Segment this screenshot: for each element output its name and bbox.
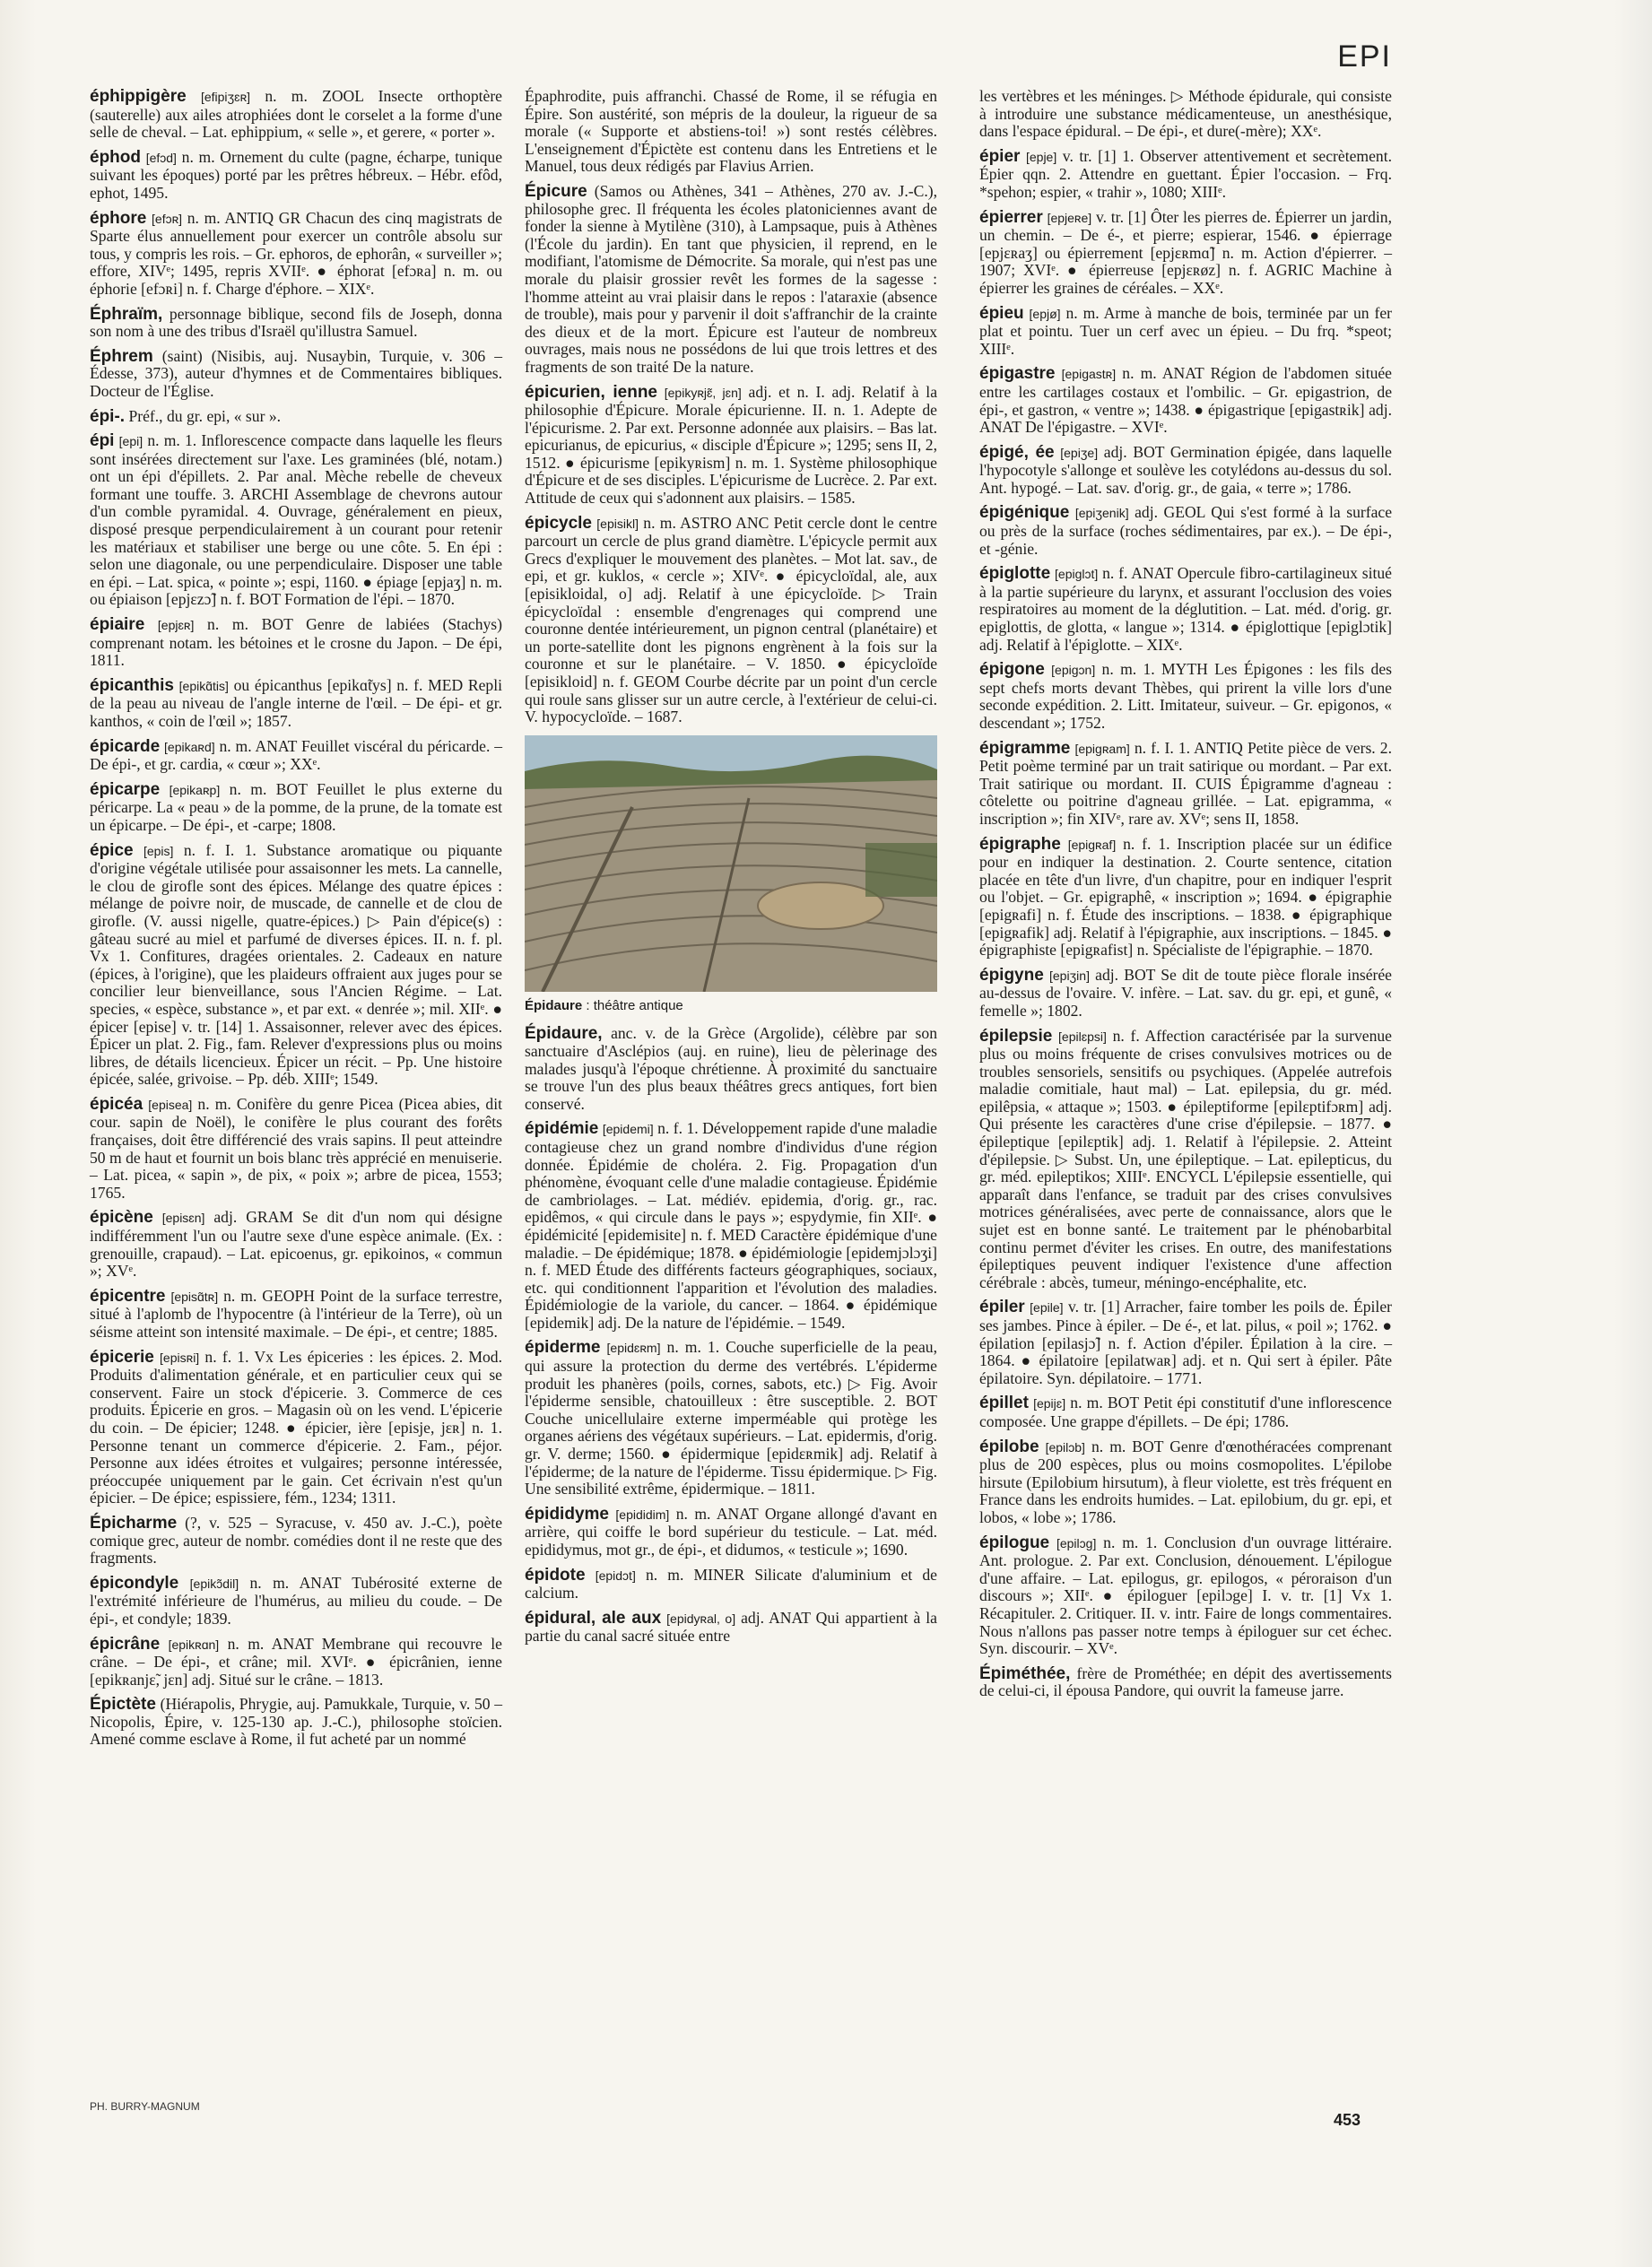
entry-definition: n. m. ANAT Feuillet viscéral du péricarde. – De épi-, et gr. cardia, « cœur »; XXᵉ. xyxy=(90,736,503,774)
entry-definition: n. m. Conifère du genre Picea (Picea abies, dit cour. sapin de Noël), le conifère le plus courant des forêts françaises, doit être différencié des vrais sapins. Il peut atteindre 50 m de haut et fournit un bois blanc très apprécié en menuiserie. – Lat. picea, « sapin », de pix, « poix »; arbre de picea, 1553; 1765. xyxy=(90,1094,502,1202)
entry-pronunciation: [epigʀam] xyxy=(1074,741,1130,756)
entry-definition: (?, v. 525 – Syracuse, v. 450 av. J.-C.), poète comique grec, auteur de nombr. comédies dont il ne reste que des fragments. xyxy=(90,1513,503,1568)
entry-headword: épicéa xyxy=(90,1094,143,1114)
dictionary-entry xyxy=(90,149,502,203)
entry-pronunciation: [epikʀɑn] xyxy=(168,1637,220,1652)
entry-headword: épier xyxy=(979,146,1021,166)
entry-pronunciation: [epilɛpsi] xyxy=(1058,1029,1107,1044)
entry-definition: n. m. ANAT Région de l'abdomen située entre les cartilages costaux et l'ombilic. – Gr. epigastrion, de épi-, et gastron, « ventre »; 1438. ● épigastrique [epigastʀik] adj. ANAT De l'épigastre. – XVIᵉ. xyxy=(979,364,1392,437)
entry-pronunciation: [epilɔb] xyxy=(1045,1439,1085,1455)
entry-definition: adj. GRAM Se dit d'un nom qui désigne indifféremment l'un ou l'autre sexe d'une espèce animale. (Ex. : grenouille, crapaud). – Lat. epicoenus, gr. epikoinos, « commun »; XVᵉ. xyxy=(90,1208,503,1281)
dictionary-entry xyxy=(979,565,1392,654)
entry-headword: épiderme xyxy=(525,1338,601,1358)
entry-headword: Épidaure, xyxy=(525,1024,603,1044)
entry-headword: éphore xyxy=(90,208,147,228)
entry-definition: n. m. ANAT Tubérosité externe de l'extrémité inférieure de l'humérus, au milieu du coude. – De épi-, et condyle; 1839. xyxy=(90,1573,502,1628)
dictionary-entry xyxy=(979,1665,1392,1700)
section-header: EPI xyxy=(1337,39,1392,74)
entry-definition: (Samos ou Athènes, 341 – Athènes, 270 av. J.-C.), philosophe grec. Il fréquenta les écoles platoniciennes avant de fonder la sienne à Mytilène (310), à Lampsaque, puis à Athènes (l'École du jardin). En tant que physicien, il reprend, en le modifiant, l'atomisme de Démocrite. Sa morale, qui n'est pas une morale du plaisir grossier revêt les formes de la sagesse : l'homme atteint au vrai plaisir dans le repos : l'ataraxie (absence de trouble), mais pour y parvenir il doit s'affranchir de la crainte des dieux et de la mort. Épicure est l'auteur de nombreux ouvrages, mais nous ne possédons de lui que trois lettres et des fragments de son traité De la nature. xyxy=(525,181,937,376)
dictionary-entry xyxy=(979,148,1392,202)
entry-headword: épicurien, ienne xyxy=(525,382,657,402)
entry-definition: n. m. BOT Petit épi constitutif d'une inflorescence composée. Une grappe d'épillets. – De épi; 1786. xyxy=(979,1394,1392,1430)
dictionary-entry xyxy=(90,432,502,609)
entry-headword: épieu xyxy=(979,303,1024,323)
dictionary-entry xyxy=(90,210,502,299)
entry-definition: n. m. Ornement du culte (pagne, écharpe, tunique suivant les époques) porté par les prêtres hébreux. – Hébr. efôd, ephot, 1495. xyxy=(90,147,503,202)
entry-definition: n. m. 1. MYTH Les Épigones : les fils des sept chefs morts devant Thèbes, qui prirent la ville lors d'une seconde expédition. 2. Litt. Imitateur, suiveur. – Gr. epigonos, « descendant »; 1752. xyxy=(979,660,1392,732)
dictionary-entry xyxy=(979,209,1392,298)
dictionary-entry xyxy=(525,1025,937,1113)
entry-definition: n. m. Arme à manche de bois, terminée par un fer plat et pointu. Tuer un cerf avec un épieu. – Du frq. *speot; XIIIᵉ. xyxy=(979,303,1392,358)
entry-definition: n. m. BOT Feuillet le plus externe du péricarpe. La « peau » de la pomme, de la prune, de la tomate est un épicarpe. – De épi-, et -carpe; 1808. xyxy=(90,779,502,834)
entry-definition: n. m. ANAT Organe allongé d'avant en arrière, qui coiffe le bord supérieur du testicule. – Lat. méd. epididymus, mot gr., de épi-, et didumos, « testicule »; 1690. xyxy=(525,1504,937,1559)
entry-definition: adj. et n. I. adj. Relatif à la philosophie d'Épicure. Morale épicurienne. II. n. 1. Adepte de l'épicurisme. 2. Par ext. Personne adonnée aux plaisirs. – Bas lat. epicurianus, de epicurius, « disciple d'Épicure »; 1295; sens II, 2, 1512. ● épicurisme [epikyʀism] n. m. 1. Système philosophique d'Épicure et de ses disciples. L'épicurisme de Lucrèce. 2. Par ext. Attitude de ceux qui s'adonnent aux plaisirs. – 1585. xyxy=(525,382,938,508)
dictionary-entry xyxy=(90,1288,502,1342)
entry-pronunciation: [epjø] xyxy=(1029,306,1061,321)
entry-headword: épicène xyxy=(90,1208,153,1228)
entry-pronunciation: [epikɔ̃dil] xyxy=(189,1576,239,1591)
entry-definition: n. m. 1. Couche superficielle de la peau, qui assure la protection du derme des vertébrés. L'épiderme produit les phanères (poils, cornes, sabots, etc.) ▷ Fig. Avoir l'épiderme sensible, chatouilleux : être susceptible. 2. BOT Couche unicellulaire externe imperméable qui protège les organes aériens des végétaux supérieurs. – Lat. epidermis, d'orig. gr. V. derme; 1560. ● épidermique [epidɛʀmik] adj. Relatif à l'épiderme; de la nature de l'épiderme. Tissu épidermique. ▷ Fig. Une sensibilité extrême, épidermique. – 1811. xyxy=(525,1338,937,1498)
entry-pronunciation: [efɔd] xyxy=(145,150,177,165)
entry-headword: épididyme xyxy=(525,1504,609,1524)
entry-pronunciation: [episɑ̃tʀ] xyxy=(170,1289,219,1304)
entry-headword: Épicharme xyxy=(90,1513,178,1533)
entry-definition: n. m. MINER Silicate d'aluminium et de calcium. xyxy=(525,1565,937,1603)
entry-pronunciation: [epidemi] xyxy=(602,1122,654,1137)
dictionary-entry xyxy=(90,1349,502,1507)
entry-definition: v. tr. [1] Arracher, faire tomber les poils de. Épiler ses jambes. Pince à épiler. – De é-, et lat. pilus, « poil »; 1762. ● épilation [epilasjɔ̃] n. f. Action d'épiler. Épilation à la cire. – 1864. ● épilatoire [epilatwaʀ] adj. et n. Qui sert à épiler. Pâte épilatoire. Syn. dépilatoire. – 1771. xyxy=(979,1298,1392,1387)
entry-headword: épierrer xyxy=(979,207,1043,227)
entry-headword: Épicure xyxy=(525,181,587,201)
dictionary-entry xyxy=(90,1575,502,1629)
dictionary-entry xyxy=(979,365,1392,436)
entry-pronunciation: [epikɑ̃tis] xyxy=(178,678,229,693)
entry-definition: Épaphrodite, puis affranchi. Chassé de Rome, il se réfugia en Épire. Son austérité, son mépris de la douleur, la rigueur de sa morale (« Supporte et abstiens-toi! ») sont restés célèbres. L'enseignement d'Épictète est contenu dans les Entretiens et le Manuel, tous deux rédigés par Flavius Arrien. xyxy=(525,87,937,176)
dictionary-entry xyxy=(90,738,502,774)
dictionary-entry xyxy=(979,88,1392,141)
dictionary-entry xyxy=(979,504,1392,558)
entry-headword: épigyne xyxy=(979,965,1044,985)
dictionary-entry xyxy=(90,677,502,731)
entry-definition: n. m. BOT Genre d'œnothéracées comprenant plus de 200 espèces, plus ou moins cosmopolites. L'épilobe hirsute (Epilobium hirsutum), à fleur violette, est très fréquent en France dans les endroits humides. – Lat. epilobium, du gr. epi, et lobos, « lobe »; 1786. xyxy=(979,1437,1393,1526)
entry-headword: épice xyxy=(90,840,134,860)
entry-pronunciation: [epilɔg] xyxy=(1056,1535,1097,1550)
entry-definition: n. m. GEOPH Point de la surface terrestre, situé à l'aplomb de l'hypocentre (à l'intérieur de la Terre), où un séisme atteint son intensité maximale. – De épi-, et centre; 1885. xyxy=(90,1286,502,1341)
dictionary-entry xyxy=(90,348,502,401)
dictionary-entry xyxy=(979,1299,1392,1387)
entry-headword: épicarpe xyxy=(90,779,161,799)
entry-definition: n. f. 1. Inscription placée sur un édifice pour en indiquer la destination. 2. Courte sentence, citation placée en tête d'un livre, d'un chapitre, pour en indiquer l'esprit ou l'objet. – Gr. epigraphê, « inscription »; 1694. ● épigraphie [epigʀafi] n. f. Étude des inscriptions. – 1838. ● épigraphique [epigʀafik] adj. Relatif à l'épigraphie, aux inscriptions. – 1845. ● épigraphiste [epigʀafist] n. Spécialiste de l'épigraphie. – 1870. xyxy=(979,834,1393,960)
entry-headword: épigone xyxy=(979,660,1045,680)
dictionary-entry xyxy=(525,1506,937,1559)
dictionary-entry xyxy=(979,1438,1392,1527)
column-3 xyxy=(979,88,1392,1707)
entry-headword: épigramme xyxy=(979,738,1071,758)
entry-headword: épigastre xyxy=(979,364,1056,384)
dictionary-entry xyxy=(979,740,1392,829)
entry-definition: n. m. ZOOL Insecte orthoptère (sauterelle) aux ailes atrophiées dont le corselet a la forme d'une selle de cheval. – Lat. ephippium, « selle », et gerere, « porter ». xyxy=(90,87,502,142)
dictionary-entry xyxy=(979,1028,1392,1292)
column-2-top xyxy=(525,88,937,726)
dictionary-entry xyxy=(979,305,1392,359)
photo-epidaure-theatre xyxy=(525,735,937,992)
entry-pronunciation: [epjeʀe] xyxy=(1047,210,1092,225)
dictionary-entry xyxy=(90,616,502,670)
entry-headword: épigraphe xyxy=(979,834,1061,854)
dictionary-entry xyxy=(90,1636,502,1689)
entry-definition: personnage biblique, second fils de Joseph, donna son nom à une des tribus d'Israël qu'illustra Samuel. xyxy=(90,304,502,341)
entry-definition: n. f. ANAT Opercule fibro-cartilagineux situé à la partie supérieure du larynx, et assurant l'occlusion des voies respiratoires au moment de la déglutition. – Lat. méd. d'orig. gr. epiglottis, de glotta, « langue »; 1314. ● épiglottique [epiglɔtik] adj. Relatif à l'épiglotte. – XIXᵉ. xyxy=(979,564,1392,654)
entry-definition: n. f. 1. Vx Les épiceries : les épices. 2. Mod. Produits d'alimentation générale, et en particulier ceux qui se conservent. Faire un stock d'épicerie. 3. Commerce de ces produits. Épicerie en gros. – Magasin où on les vend. L'épicerie du coin. – De épicier; 1248. ● épicier, ière [episje, jɛʀ] n. 1. Personne tenant un commerce d'épicerie. 2. Fam., péjor. Personne aux idées étroites et vulgaires; personne intéressée, préoccupée uniquement par le gain. Cet écrivain n'est qu'un épicier. – De épice; espissiere, fém., 1234; 1311. xyxy=(90,1347,502,1507)
entry-headword: épiaire xyxy=(90,615,145,635)
entry-headword: épicerie xyxy=(90,1347,154,1367)
entry-pronunciation: [epikaʀp] xyxy=(169,782,221,797)
dictionary-entry xyxy=(979,967,1392,1021)
entry-definition: n. m. 1. Inflorescence compacte dans laquelle les fleurs sont insérées directement sur l'axe. Les graminées (blé, notam.) ont un épi d'épillets. 2. Par anal. Mèche rebelle de cheveux formant une touffe. 3. ARCHI Assemblage de chevrons autour d'un comble pyramidal. 4. Ouvrage, généralement en pieux, disposé presque perpendiculairement à un courant pour retenir les matériaux et stabiliser une berge ou une côte. 5. En épi : selon une diagonale, ou une perpendiculaire. Disposer une table en épi. – Lat. spica, « pointe »; espi, 1160. ● épiage [epjaʒ] n. m. ou épiaison [epjɛzɔ̃] n. f. BOT Formation de l'épi. – 1870. xyxy=(90,431,503,609)
dictionary-entry xyxy=(525,1567,937,1603)
entry-pronunciation: [episikl] xyxy=(596,516,639,531)
entry-definition: v. tr. [1] 1. Observer attentivement et secrètement. Épier qqn. 2. Attendre en guettant. Épier l'occasion. – Frq. *spehon; espier, « trahir », 1080; XIIIᵉ. xyxy=(979,146,1392,201)
entry-pronunciation: [epigastʀ] xyxy=(1061,367,1117,382)
entry-headword: épiler xyxy=(979,1298,1025,1317)
column-1 xyxy=(90,88,502,1756)
dictionary-entry xyxy=(525,88,937,176)
entry-definition: n. m. ASTRO ANC Petit cercle dont le centre parcourt un cercle de plus grand diamètre. L'épicycle permit aux Grecs d'expliquer le mouvement des planètes. – Mot lat. sav., de epi, et gr. kuklos, « cercle »; XIVᵉ. ● épicycloïdal, ale, aux [episikloidal, o] adj. Relatif à une épicycloïde. ▷ Train épicycloïdal : ensemble d'engrenages qui comprend une couronne dentée intérieurement, un pignon central (planétaire) et un porte-satellite dont les pignons engrènent à la fois sur la couronne et sur le planétaire. – V. 1850. ● épicycloïde [episikloid] n. f. GEOM Courbe décrite par un point d'un cercle qui roule sans glisser sur un autre cercle, à l'extérieur de celui-ci. V. hypocycloïde. – 1687. xyxy=(525,513,937,726)
dictionary-entry xyxy=(525,384,937,508)
entry-definition: n. m. BOT Genre de labiées (Stachys) comprenant notam. les bétoines et le crosne du Japon. – De épi, 1811. xyxy=(90,615,502,670)
entry-headword: épicentre xyxy=(90,1286,166,1306)
entry-definition: adj. GEOL Qui s'est formé à la surface ou près de la surface (roches sédimentaires, par ex.). – De épi-, et -génie. xyxy=(979,503,1393,558)
entry-pronunciation: [epikaʀd] xyxy=(164,739,215,754)
column-2 xyxy=(525,88,937,1653)
dictionary-entry xyxy=(525,515,937,726)
entry-headword: épicarde xyxy=(90,736,161,756)
entry-headword: épiglotte xyxy=(979,564,1051,584)
entry-pronunciation: [epijɛ] xyxy=(1033,1396,1066,1411)
entry-definition: n. m. ANAT Membrane qui recouvre le crâne. – De épi-, et crâne; mil. XVIᵉ. ● épicrânien, ienne [epikʀanjɛ̃, jɛn] adj. Situé sur le crâne. – 1813. xyxy=(90,1634,502,1689)
entry-definition: frère de Prométhée; en dépit des avertissements de celui-ci, il épousa Pandore, qui ouvrit la fameuse jarre. xyxy=(979,1663,1392,1700)
entry-headword: éphod xyxy=(90,147,141,167)
entry-definition: n. m. ANTIQ GR Chacun des cinq magistrats de Sparte élus annuellement pour exercer un contrôle absolu sur tous, y compris les rois. – Gr. ephoros, de ephorân, « surveiller »; effore, XIVᵉ; 1495, repris XVIIᵉ. ● éphorat [efɔʀa] n. m. ou éphorie [efɔʀi] n. f. Charge d'éphore. – XIXᵉ. xyxy=(90,208,502,298)
entry-pronunciation: [efipiʒɛʀ] xyxy=(200,90,251,104)
entry-headword: épilogue xyxy=(979,1533,1050,1552)
dictionary-entry xyxy=(979,1394,1392,1430)
entry-headword: épicycle xyxy=(525,513,592,533)
entry-definition: n. f. Affection caractérisée par la survenue plus ou moins fréquente de crises convulsives motrices ou de troubles sensoriels, sensitifs ou psychiques. (Appelée autrefois maladie comitiale, haut mal) – Lat. epilepsia, du gr. méd. epilêpsia, « attaque »; 1503. ● épileptiforme [epilɛptifɔʀm] adj. Qui présente les caractères d'une crise d'épilepsie. – 1877. ● épileptique [epilɛptik] adj. 1. Relatif à l'épilepsie. 2. Atteint d'épilepsie. ▷ Subst. Un, une épileptique. – Lat. epilepticus, du gr. méd. epileptikos; XIIIᵉ. ENCYCL L'épilepsie essentielle, qui apparaît dans l'enfance, se traduit par des crises convulsives motrices généralisées, avec perte de connaissance, alors que le sujet est en bonne santé. Le traitement par le phénobarbital continu permet d'éviter les crises. En outre, des manifestations épileptiques peuvent indiquer l'existence d'une affection cérébrale : abcès, tumeur, méningo-encéphalite, etc. xyxy=(979,1026,1392,1291)
entry-definition: ou épicanthus [epikɑ̃tys] n. f. MED Repli de la peau au niveau de l'angle interne de l'œil. – De épi- et gr. kanthos, « coin de l'œil »; 1857. xyxy=(90,675,502,730)
dictionary-entry xyxy=(90,306,502,341)
entry-definition: anc. v. de la Grèce (Argolide), célèbre par son sanctuaire d'Asclépios (auj. en ruine), lieu de pèlerinage des malades jusqu'à l'époque chrétienne. À proximité du sanctuaire se trouve l'un des plus beaux théâtres grecs antiques, fort bien conservé. xyxy=(525,1024,938,1113)
dictionary-entry xyxy=(525,183,937,377)
entry-definition: adj. BOT Germination épigée, dans laquelle l'hypocotyle s'allonge et soulève les cotylédons au-dessus du sol. Ant. hypogé. – Lat. sav. d'orig. gr., de gaia, « terre »; 1786. xyxy=(979,442,1392,497)
photo-caption: Épidaure : théâtre antique xyxy=(525,997,683,1013)
entry-headword: Épiméthée, xyxy=(979,1663,1071,1683)
dictionary-entry xyxy=(90,1515,502,1568)
entry-headword: épidural, ale aux xyxy=(525,1608,662,1628)
entry-headword: épigénique xyxy=(979,503,1070,523)
entry-pronunciation: [epje] xyxy=(1025,149,1057,164)
dictionary-entry xyxy=(979,444,1392,498)
entry-pronunciation: [epidɔt] xyxy=(595,1568,636,1583)
entry-definition: n. f. I. 1. ANTIQ Petite pièce de vers. 2. Petit poème terminé par un trait satirique ou mordant. – Par ext. Trait satirique ou mordant. II. CUIS Épigramme d'agneau : côtelette ou poitrine d'agneau grillée. – Lat. epigramma, « inscription »; fin XIVᵉ, rare av. XVᵉ; sens II, 1858. xyxy=(979,738,1392,828)
entry-headword: épilepsie xyxy=(979,1026,1053,1046)
entry-headword: Épictète xyxy=(90,1695,156,1715)
entry-pronunciation: [epigɔn] xyxy=(1051,663,1096,678)
entry-pronunciation: [epidɛʀm] xyxy=(606,1341,661,1356)
entry-pronunciation: [episea] xyxy=(148,1097,193,1112)
entry-pronunciation: [epi] xyxy=(118,434,143,449)
entry-headword: épicanthis xyxy=(90,675,174,695)
entry-headword: épidémie xyxy=(525,1119,599,1139)
entry-pronunciation: [epidyʀal, o] xyxy=(666,1611,736,1626)
dictionary-entry xyxy=(525,1339,937,1498)
entry-pronunciation: [epididim] xyxy=(615,1507,670,1522)
entry-definition: (saint) (Nisibis, auj. Nusaybin, Turquie, v. 306 – Édesse, 373), auteur d'hymnes et de Commentaires bibliques. Docteur de l'Église. xyxy=(90,346,502,400)
entry-headword: Éphraïm, xyxy=(90,304,163,324)
dictionary-entry xyxy=(979,1534,1392,1658)
entry-pronunciation: [epiglɔt] xyxy=(1055,567,1099,582)
entry-headword: Éphrem xyxy=(90,346,153,366)
entry-definition: n. f. I. 1. Substance aromatique ou piquante d'origine végétale utilisée pour assaisonner les mets. La cannelle, le clou de girofle sont des épices. Mélange des quatre épices : mélange de poivre noir, de muscade, de cannelle et de clou de girofle. (V. aussi nigelle, quatre-épices.) ▷ Pain d'épice(s) : gâteau sucré au miel et parfumé de diverses épices. II. n. f. pl. Vx 1. Confitures, dragées orientales. 2. Cadeaux en nature (épices, à l'origine), que les plaideurs offraient aux juges pour se concilier leur bienveillance, sous l'Ancien Régime. – Lat. species, « espèce, substance », et par ext. « denrée »; mil. XIIᵉ. ● épicer [epise] v. tr. [14] 1. Assaisonner, relever avec des épices. Épicer un plat. 2. Fig., fam. Relever d'expressions plus ou moins libres, de détails licencieux. Épicer un récit. – Pp. Une histoire épicée, salée, grivoise. – Pp. déb. XIIIᵉ; 1549. xyxy=(90,840,502,1089)
entry-pronunciation: [episʀi] xyxy=(160,1350,200,1365)
entry-pronunciation: [efɔʀ] xyxy=(152,211,183,226)
entry-pronunciation: [epjɛʀ] xyxy=(157,618,195,633)
entry-pronunciation: [epiʒin] xyxy=(1048,968,1090,983)
entry-headword: épidote xyxy=(525,1565,586,1585)
entry-definition: adj. BOT Se dit de toute pièce florale insérée au-dessus de l'ovaire. V. infère. – Lat. sav. du gr. epi, et gunê, « femelle »; 1802. xyxy=(979,965,1392,1020)
dictionary-entry xyxy=(90,408,502,426)
entry-pronunciation: [episɛn] xyxy=(161,1211,205,1226)
entry-headword: épicondyle xyxy=(90,1573,179,1593)
dictionary-entry xyxy=(979,836,1392,960)
entry-definition: n. m. 1. Conclusion d'un ouvrage littéraire. Ant. prologue. 2. Par ext. Conclusion, dénouement. L'épilogue d'une affaire. – Lat. epilogus, gr. epilogos, « péroraison d'un discours »; XIIᵉ. ● épiloguer [epilɔge] I. v. tr. [1] Vx 1. Récapituler. 2. Critiquer. II. v. intr. Faire de longs commentaires. Nous n'allons pas passer notre temps à épiloguer sur cet échec. Syn. discourir. – XVᵉ. xyxy=(979,1533,1392,1658)
entry-pronunciation: [epiʒe] xyxy=(1060,445,1099,460)
photo-credit: PH. BURRY-MAGNUM xyxy=(90,2100,200,2113)
column-2-bottom xyxy=(525,1025,937,1646)
theatre-illustration xyxy=(525,735,937,992)
entry-pronunciation: [epigʀaf] xyxy=(1067,837,1117,852)
page-number: 453 xyxy=(1334,2111,1361,2129)
dictionary-entry xyxy=(525,1120,937,1332)
dictionary-entry xyxy=(90,88,502,142)
dictionary-entry xyxy=(525,1610,937,1646)
entry-headword: épilobe xyxy=(979,1437,1039,1456)
entry-headword: épillet xyxy=(979,1394,1029,1413)
entry-definition: les vertèbres et les méninges. ▷ Méthode épidurale, qui consiste à introduire une substance médicamenteuse, un anesthésique, dans l'espace épidural. – De épi-, et dure(-mère); XXᵉ. xyxy=(979,87,1392,141)
entry-definition: (Hiérapolis, Phrygie, auj. Pamukkale, Turquie, v. 50 – Nicopolis, Épire, v. 125-130 ap. J.-C.), philosophe stoïcien. Amené comme esclave à Rome, il fut acheté par un nommé xyxy=(90,1695,502,1749)
entry-pronunciation: [epikyʀjɛ̃, jɛn] xyxy=(664,385,742,400)
entry-definition: Préf., du gr. epi, « sur ». xyxy=(128,406,282,425)
dictionary-entry xyxy=(90,1209,502,1280)
dictionary-entry xyxy=(979,661,1392,732)
entry-headword: épicrâne xyxy=(90,1634,161,1654)
entry-headword: éphippigère xyxy=(90,87,187,106)
entry-headword: épi-. xyxy=(90,406,126,426)
entry-definition: adj. ANAT Qui appartient à la partie du canal sacré située entre xyxy=(525,1608,937,1646)
entry-pronunciation: [epile] xyxy=(1030,1300,1064,1316)
dictionary-entry xyxy=(90,781,502,835)
dictionary-entry xyxy=(90,1696,502,1749)
entry-pronunciation: [epis] xyxy=(143,843,174,858)
entry-pronunciation: [epiʒenik] xyxy=(1074,506,1129,521)
entry-definition: v. tr. [1] Ôter les pierres de. Épierrer un jardin, un chemin. – De é-, et pierre; espierar, 1546. ● épierrage [epjɛʀaʒ] ou épierrement [epjɛʀmɑ̃] n. m. Action d'épierrer. – 1907; XVIᵉ. ● épierreuse [epjɛʀøz] n. f. AGRIC Machine à épierrer les graines de céréales. – XXᵉ. xyxy=(979,207,1392,297)
entry-definition: n. f. 1. Développement rapide d'une maladie contagieuse chez un grand nombre d'individus d'une région donnée. Épidémie de choléra. 2. Fig. Propagation d'un phénomène, évoquant celle d'une maladie contagieuse. Épidémie de cambriolages. – Lat. médiév. epidemia, d'orig. gr., rac. epidêmos, « qui circule dans le pays »; espydymie, fin XIIᵉ. ● épidémicité [epidemisite] n. f. MED Caractère épidémique d'une maladie. – De épidémique; 1878. ● épidémiologie [epidemjɔlɔʒi] n. f. MED Étude des différents facteurs géographiques, sociaux, etc. qui conditionnent l'apparition et l'évolution des maladies. Épidémiologie de la variole, du cancer. – 1864. ● épidémique [epidemik] adj. De la nature de l'épidémie. – 1549. xyxy=(525,1119,937,1332)
entry-headword: épigé, ée xyxy=(979,442,1055,462)
dictionary-entry xyxy=(90,1096,502,1203)
dictionary-entry xyxy=(90,842,502,1089)
entry-headword: épi xyxy=(90,431,115,451)
